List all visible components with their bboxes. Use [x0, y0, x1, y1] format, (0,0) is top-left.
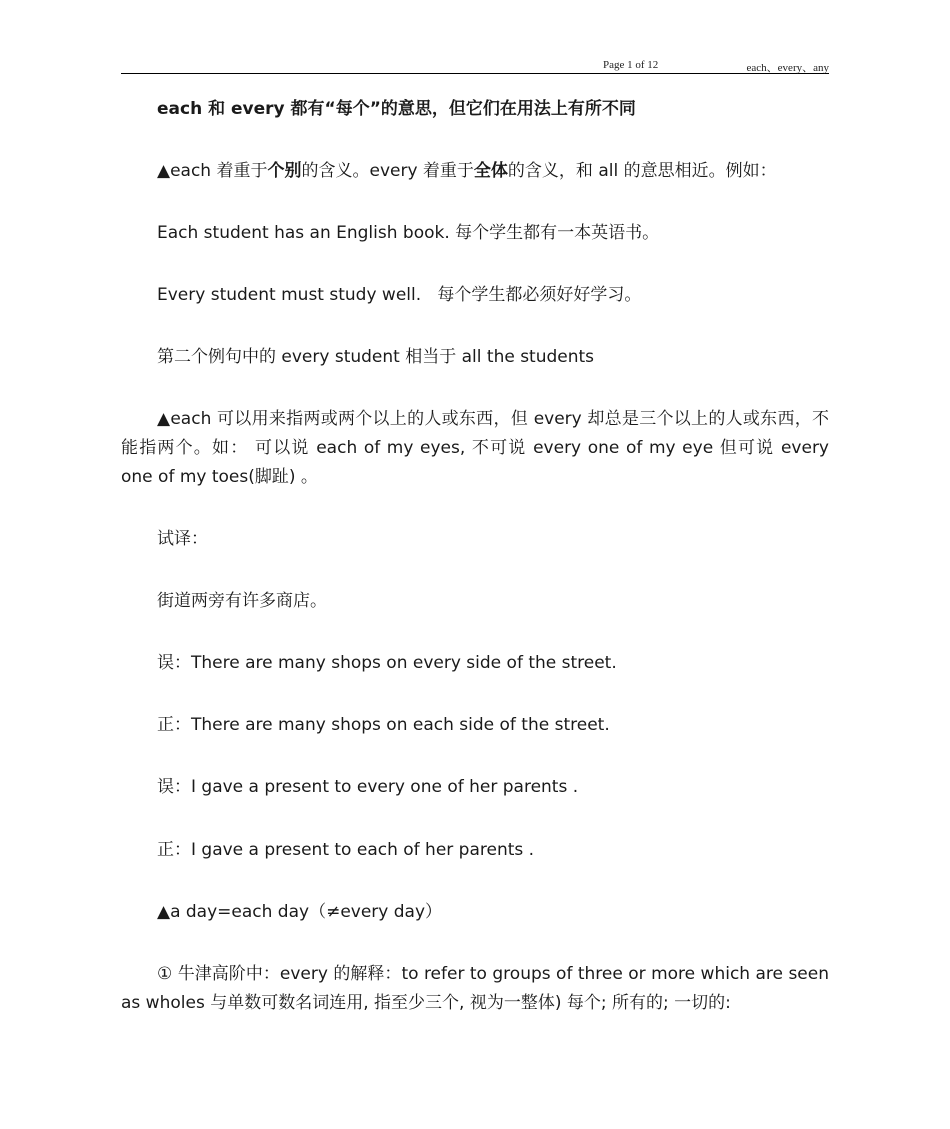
wrong-example-2: 误：I gave a present to every one of her parents . [157, 777, 579, 797]
p1-part-e: 的含义，和 all 的意思相近。例如： [507, 161, 777, 181]
right-example-1: 正：There are many shops on each side of the street. [157, 715, 610, 735]
example-sentence-1: Each student has an English book. 每个学生都有一本英语书。 [157, 223, 660, 243]
document-title: each、every、any [746, 62, 829, 74]
p1-part-c: 的含义。every 着重于 [301, 161, 474, 181]
right-example-2: 正：I gave a present to each of her parents . [157, 840, 535, 860]
heading-text: each 和 every 都有“每个”的意思，但它们在用法上有所不同 [157, 99, 636, 119]
section-heading [121, 95, 829, 124]
page-header [121, 58, 829, 74]
paragraph-oxford-definition: ① 牛津高阶中：every 的解释：to refer to groups of three or more which are seen as wholes 与单数可数名词连用, 指至少三个, 视为一整体) 每个; 所有的; 一切的: [121, 964, 829, 1013]
paragraph-a-day: ▲a day=each day（≠every day） [157, 902, 443, 922]
p1-emphasis-whole: 全体 [473, 161, 508, 181]
paragraph-two-or-more: ▲each 可以用来指两或两个以上的人或东西，但 every 却总是三个以上的人或东西，不能指两个。如： 可以说 each of my eyes, 不可说 every one of my eye 但可说 every one of my toes(脚趾) 。 [121, 409, 829, 487]
paragraph-each-vs-every [121, 157, 829, 186]
exercise-chinese-sentence: 街道两旁有许多商店。 [157, 591, 327, 611]
exercise-label: 试译： [157, 529, 208, 549]
page-number: Page 1 of 12 [603, 59, 659, 71]
p1-part-a: ▲each 着重于 [157, 161, 268, 181]
example-sentence-2: Every student must study well. 每个学生都必须好好学习。 [157, 285, 642, 305]
p1-emphasis-individual: 个别 [267, 161, 302, 181]
example-note: 第二个例句中的 every student 相当于 all the students [157, 347, 595, 367]
wrong-example-1: 误：There are many shops on every side of the street. [157, 653, 617, 673]
